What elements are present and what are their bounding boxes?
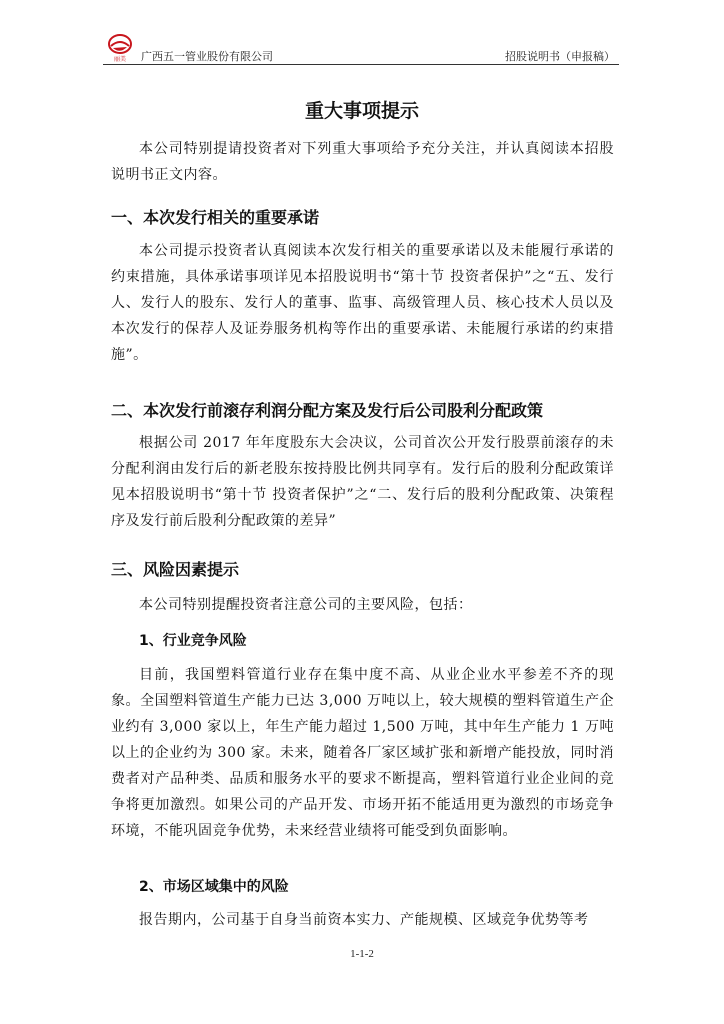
page-title: 重大事项提示 [304, 100, 419, 122]
section-1-heading: 一、本次发行相关的重要承诺 [111, 208, 320, 227]
risk-2-body: 报告期内，公司基于自身当前资本实力、产能规模、区域竞争优势等考 [139, 912, 589, 928]
section-3-heading: 三、风险因素提示 [111, 560, 240, 579]
svg-text:丽美: 丽美 [113, 56, 127, 62]
risk-1-heading: 1、行业竞争风险 [139, 633, 247, 649]
section-3-intro: 本公司特别提醒投资者注意公司的主要风险，包括： [139, 597, 473, 613]
page-number: 1-1-2 [350, 948, 374, 960]
company-name: 广西五一管业股份有限公司 [141, 50, 273, 63]
document-type: 招股说明书（申报稿） [505, 50, 615, 63]
risk-2-heading: 2、市场区域集中的风险 [139, 879, 289, 895]
section-2-body: 根据公司 2017 年年度股东大会决议，公司首次公开发行股票前滚存的未分配利润由发行后的新老股东按持股比例共同享有。发行后的股利分配政策详见本招股说明书“第十节 投资者保护”之“二、发行后的股利分配政策、决策程序及发行前后股利分配政策的差异” [111, 435, 614, 529]
section-2-heading: 二、本次发行前滚存利润分配方案及发行后公司股利分配政策 [111, 401, 544, 420]
section-1-body: 本公司提示投资者认真阅读本次发行相关的重要承诺以及未能履行承诺的约束措施，具体承诺事项详见本招股说明书“第十节 投资者保护”之“五、发行人、发行人的股东、发行人的董事、监事、高级管理人员、核心技术人员以及本次发行的保荐人及证券服务机构等作出的重要承诺、未能履行承诺的约束措施”。 [111, 243, 614, 363]
page-header [103, 36, 619, 65]
intro-paragraph: 本公司特别提请投资者对下列重大事项给予充分关注，并认真阅读本招股说明书正文内容。 [111, 141, 614, 183]
risk-1-body: 目前，我国塑料管道行业存在集中度不高、从业企业水平参差不齐的现象。全国塑料管道生产能力已达 3,000 万吨以上，较大规模的塑料管道生产企业约有 3,000 家以上，年生产能力超过 1,500 万吨，其中年生产能力 1 万吨以上的企业约为 300 家。未来，随着各厂家区域扩张和新增产能投放，同时消费者对产品种类、品质和服务水平的要求不断提高，塑料管道行业企业间的竞争将更加激烈。如果公司的产品开发、市场开拓不能适用更为激烈的市场竞争环境，不能巩固竞争优势，未来经营业绩将可能受到负面影响。 [111, 667, 614, 839]
company-logo-icon [107, 34, 133, 62]
